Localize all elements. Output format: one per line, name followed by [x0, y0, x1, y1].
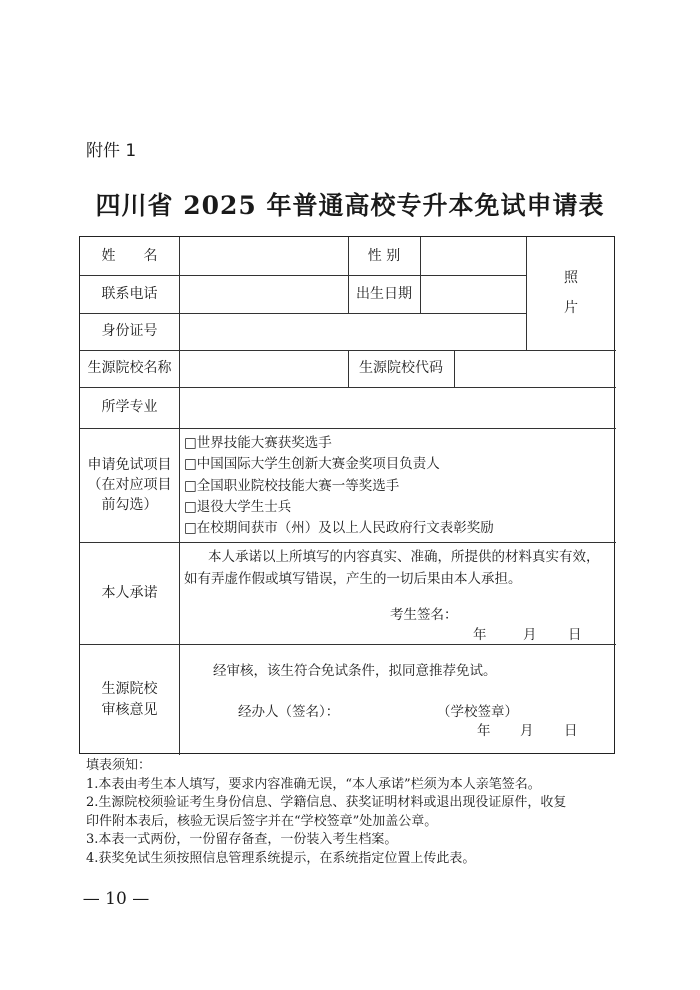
pledge-sign-label: 考生签名：	[390, 607, 458, 623]
major-label: 所学专业	[101, 399, 158, 416]
page-number: — 10 —	[82, 889, 150, 909]
id-label: 身份证号	[101, 323, 158, 340]
id-field[interactable]	[179, 313, 526, 350]
note-item: 印件附本表后，核验无误后签字并在“学校签章”处加盖公章。	[86, 813, 438, 829]
pledge-date-year: 年	[473, 627, 487, 643]
gender-field[interactable]	[420, 237, 526, 275]
attachment-label: 附件 1	[86, 141, 137, 161]
review-handler-label: 经办人（签名）：	[238, 704, 340, 720]
photo-label-top: 照	[564, 270, 578, 287]
pledge-line-1: 本人承诺以上所填写的内容真实、准确，所提供的材料真实有效，	[208, 549, 600, 565]
note-item: 3.本表一式两份，一份留存备查，一份装入考生档案。	[86, 832, 398, 848]
pledge-date-day: 日	[568, 627, 582, 643]
school-name-label: 生源院校名称	[87, 360, 172, 377]
review-label-line: 生源院校	[101, 681, 158, 698]
exempt-option-world-skills[interactable]: □世界技能大赛获奖选手	[184, 435, 332, 451]
review-label-line: 审核意见	[101, 701, 158, 718]
birth-field[interactable]	[420, 275, 526, 313]
review-stamp-label: （学校签章）	[437, 704, 518, 720]
review-date-month: 月	[520, 723, 534, 739]
exempt-option-commendation[interactable]: □在校期间获市（州）及以上人民政府行文表彰奖励	[184, 520, 494, 537]
phone-field[interactable]	[179, 275, 348, 313]
pledge-label: 本人承诺	[101, 584, 158, 601]
page-title: 四川省 2025 年普通高校专升本免试申请表	[95, 191, 605, 220]
name-field[interactable]	[179, 237, 348, 275]
exempt-label-line: 申请免试项目	[87, 456, 172, 473]
notes-heading: 填表须知：	[86, 758, 152, 773]
birth-label: 出生日期	[356, 285, 412, 302]
school-name-field[interactable]	[179, 350, 348, 387]
school-code-field[interactable]	[454, 350, 616, 387]
note-item: 2.生源院校须验证考生身份信息、学籍信息、获奖证明材料或退出现役证原件，收复	[86, 795, 567, 811]
photo-label-bottom: 片	[564, 299, 578, 316]
review-date-year: 年	[477, 723, 491, 739]
form-notes	[86, 757, 626, 869]
major-field[interactable]	[179, 387, 616, 428]
name-label: 姓 名	[101, 247, 158, 264]
photo-box[interactable]	[526, 237, 616, 350]
exempt-option-innovation[interactable]: □中国国际大学生创新大赛金奖项目负责人	[184, 456, 440, 473]
exempt-options	[184, 433, 494, 539]
application-form	[79, 236, 615, 754]
pledge-date-month: 月	[523, 627, 537, 643]
pledge-line-2: 如有弄虚作假或填写错误，产生的一切后果由本人承担。	[184, 571, 522, 587]
exempt-option-veteran[interactable]: □退役大学生士兵	[184, 498, 292, 515]
review-label	[80, 644, 179, 755]
phone-label: 联系电话	[101, 285, 158, 302]
exempt-option-vocational[interactable]: □全国职业院校技能大赛一等奖选手	[184, 477, 400, 494]
exempt-label-line: 前勾选）	[101, 497, 158, 514]
note-item: 1.本表由考生本人填写，要求内容准确无误，“本人承诺”栏须为本人亲笔签名。	[86, 776, 541, 792]
review-date-day: 日	[564, 723, 578, 739]
gender-label: 性 别	[367, 247, 401, 264]
exempt-label-line: （在对应项目	[87, 476, 172, 493]
note-item: 4.获奖免试生须按照信息管理系统提示，在系统指定位置上传此表。	[86, 850, 476, 866]
school-code-label: 生源院校代码	[359, 360, 443, 377]
exempt-label	[80, 428, 179, 542]
review-text: 经审核，该生符合免试条件，拟同意推荐免试。	[213, 663, 497, 679]
